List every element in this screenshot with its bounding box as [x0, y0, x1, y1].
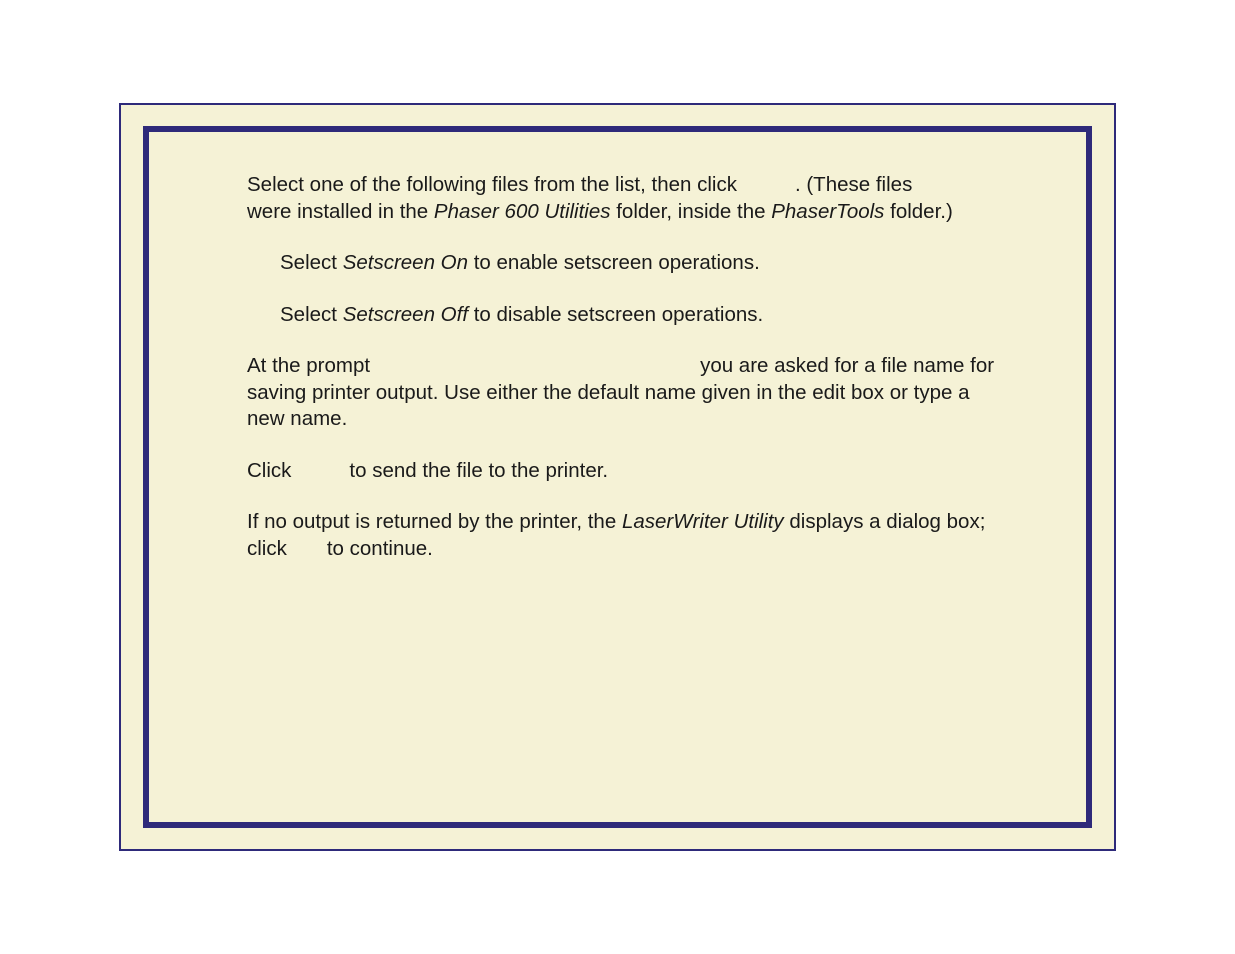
folder-name-phasertools: PhaserTools [771, 199, 885, 223]
folder-name-phaser-utilities: Phaser 600 Utilities [433, 199, 611, 223]
file-name-setscreen-on: Setscreen On [342, 251, 469, 274]
step-send-file: Click to send the file to the printer. [247, 458, 609, 482]
step-no-output: If no output is returned by the printer, the LaserWriter Utility displays a dialog box; click to continue. [247, 510, 986, 560]
option-setscreen-on: Select Setscreen On to enable setscreen operations. [280, 251, 760, 274]
step-select-file-text: Select one of the following files from the list, then click [247, 173, 737, 196]
file-name-setscreen-off: Setscreen Off [342, 302, 469, 326]
app-name-laserwriter-utility: LaserWriter Utility [621, 510, 784, 533]
instructions-text [247, 172, 1007, 587]
step-select-file: Select one of the following files from the list, then click . (These files were installed in the Phaser 600 Utilities folder, inside the PhaserTools folder.) [247, 173, 953, 223]
option-setscreen-off: Select Setscreen Off to disable setscreen operations. [280, 302, 764, 326]
step-save-file: At the prompt you are asked for a file name for saving printer output. Use either the default name given in the edit box or type a new name. [247, 354, 995, 430]
